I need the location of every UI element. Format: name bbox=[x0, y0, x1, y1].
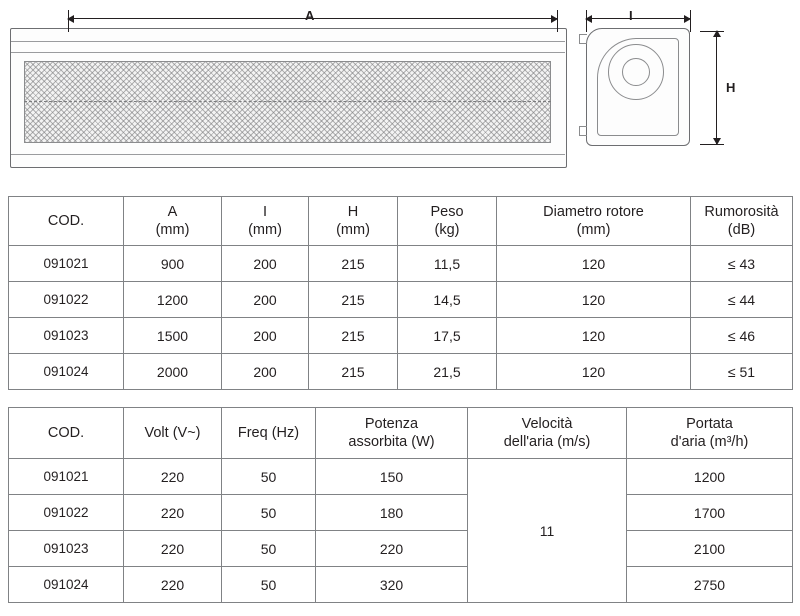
cell-cod: 091024 bbox=[9, 567, 124, 603]
header-volt-line1: Volt (V~) bbox=[144, 424, 201, 441]
dimension-h-label: H bbox=[726, 80, 736, 95]
cell-peso: 21,5 bbox=[398, 354, 497, 390]
header-freq bbox=[222, 408, 316, 459]
header-diametro-line1: Diametro rotore bbox=[543, 203, 644, 220]
cell-rumorosita: ≤ 46 bbox=[691, 318, 793, 354]
table-row bbox=[9, 318, 793, 354]
header-a bbox=[124, 197, 222, 246]
cell-potenza: 150 bbox=[316, 459, 468, 495]
cell-peso: 11,5 bbox=[398, 246, 497, 282]
header-rumorosita-line2: (dB) bbox=[727, 222, 756, 238]
cell-diametro: 120 bbox=[497, 246, 691, 282]
header-portata-line2: d'aria (m³/h) bbox=[670, 434, 749, 450]
header-peso-line2: (kg) bbox=[434, 222, 460, 238]
cell-a: 2000 bbox=[124, 354, 222, 390]
cell-rumorosita: ≤ 44 bbox=[691, 282, 793, 318]
cell-cod: 091021 bbox=[9, 246, 124, 282]
header-cod-line1: COD. bbox=[47, 212, 85, 229]
cell-potenza: 180 bbox=[316, 495, 468, 531]
cell-portata: 2750 bbox=[627, 567, 793, 603]
header-rumorosita bbox=[691, 197, 793, 246]
table-row bbox=[9, 246, 793, 282]
technical-drawing bbox=[0, 0, 800, 182]
cell-velocita-aria: 11 bbox=[468, 459, 627, 603]
cell-h: 215 bbox=[309, 318, 398, 354]
cell-i: 200 bbox=[222, 354, 309, 390]
header-cod bbox=[9, 197, 124, 246]
header-diametro-rotore bbox=[497, 197, 691, 246]
cell-rumorosita: ≤ 51 bbox=[691, 354, 793, 390]
header-potenza bbox=[316, 408, 468, 459]
cell-i: 200 bbox=[222, 246, 309, 282]
cell-peso: 14,5 bbox=[398, 282, 497, 318]
header-peso bbox=[398, 197, 497, 246]
mesh-grille bbox=[24, 61, 551, 143]
dimension-i-line bbox=[586, 18, 690, 19]
header-volt bbox=[124, 408, 222, 459]
header-potenza-line2: assorbita (W) bbox=[348, 434, 435, 450]
electrical-table bbox=[8, 407, 793, 603]
rotor-inner-circle bbox=[622, 58, 650, 86]
cell-cod: 091024 bbox=[9, 354, 124, 390]
cell-cod: 091023 bbox=[9, 318, 124, 354]
header-a-line1: A bbox=[167, 203, 178, 220]
cell-h: 215 bbox=[309, 282, 398, 318]
cell-diametro: 120 bbox=[497, 318, 691, 354]
top-panel-line-1 bbox=[11, 41, 565, 42]
header-rumorosita-line1: Rumorosità bbox=[704, 203, 779, 220]
header-velocita-line1: Velocità bbox=[521, 415, 573, 432]
header-freq-line1: Freq (Hz) bbox=[237, 424, 300, 441]
front-view-drawing bbox=[10, 28, 567, 168]
specifications-table bbox=[8, 196, 793, 390]
cell-cod: 091023 bbox=[9, 531, 124, 567]
cell-portata: 1200 bbox=[627, 459, 793, 495]
grille-center-dashed-line bbox=[24, 101, 551, 102]
header-i-line1: I bbox=[262, 203, 268, 220]
cell-potenza: 220 bbox=[316, 531, 468, 567]
cell-portata: 1700 bbox=[627, 495, 793, 531]
cell-freq: 50 bbox=[222, 531, 316, 567]
bottom-panel-line bbox=[11, 154, 565, 155]
header-h bbox=[309, 197, 398, 246]
header-cod bbox=[9, 408, 124, 459]
cell-diametro: 120 bbox=[497, 354, 691, 390]
header-velocita-line2: dell'aria (m/s) bbox=[503, 434, 591, 450]
cell-portata: 2100 bbox=[627, 531, 793, 567]
cell-diametro: 120 bbox=[497, 282, 691, 318]
cell-i: 200 bbox=[222, 282, 309, 318]
side-bracket-bottom bbox=[579, 126, 587, 136]
table-row bbox=[9, 531, 793, 567]
header-potenza-line1: Potenza bbox=[364, 415, 419, 432]
header-portata-line1: Portata bbox=[686, 415, 733, 432]
table-header-row bbox=[9, 408, 793, 459]
cell-a: 1200 bbox=[124, 282, 222, 318]
header-i-line2: (mm) bbox=[248, 222, 282, 238]
header-diametro-line2: (mm) bbox=[576, 222, 611, 238]
cell-a: 900 bbox=[124, 246, 222, 282]
cell-peso: 17,5 bbox=[398, 318, 497, 354]
table-row bbox=[9, 459, 793, 495]
side-view-drawing bbox=[586, 28, 706, 146]
cell-h: 215 bbox=[309, 354, 398, 390]
header-cod-line1: COD. bbox=[47, 424, 85, 441]
cell-h: 215 bbox=[309, 246, 398, 282]
cell-cod: 091022 bbox=[9, 495, 124, 531]
cell-rumorosita: ≤ 43 bbox=[691, 246, 793, 282]
cell-volt: 220 bbox=[124, 459, 222, 495]
cell-freq: 50 bbox=[222, 495, 316, 531]
table-row bbox=[9, 567, 793, 603]
table-row bbox=[9, 354, 793, 390]
table-row bbox=[9, 495, 793, 531]
cell-freq: 50 bbox=[222, 567, 316, 603]
cell-freq: 50 bbox=[222, 459, 316, 495]
dimension-a-label: A bbox=[305, 8, 315, 23]
header-peso-line1: Peso bbox=[430, 203, 464, 220]
header-i bbox=[222, 197, 309, 246]
table-row bbox=[9, 282, 793, 318]
cell-volt: 220 bbox=[124, 495, 222, 531]
top-panel-line-2 bbox=[11, 52, 565, 53]
header-velocita bbox=[468, 408, 627, 459]
cell-volt: 220 bbox=[124, 531, 222, 567]
cell-cod: 091021 bbox=[9, 459, 124, 495]
header-a-line2: (mm) bbox=[155, 222, 190, 238]
cell-cod: 091022 bbox=[9, 282, 124, 318]
header-h-line2: (mm) bbox=[336, 222, 370, 238]
table-header-row bbox=[9, 197, 793, 246]
cell-volt: 220 bbox=[124, 567, 222, 603]
dimension-h-line bbox=[716, 31, 717, 144]
header-h-line1: H bbox=[347, 203, 359, 220]
dimension-i-label: I bbox=[629, 8, 633, 23]
header-portata bbox=[627, 408, 793, 459]
cell-a: 1500 bbox=[124, 318, 222, 354]
cell-potenza: 320 bbox=[316, 567, 468, 603]
cell-i: 200 bbox=[222, 318, 309, 354]
side-bracket-top bbox=[579, 34, 587, 44]
